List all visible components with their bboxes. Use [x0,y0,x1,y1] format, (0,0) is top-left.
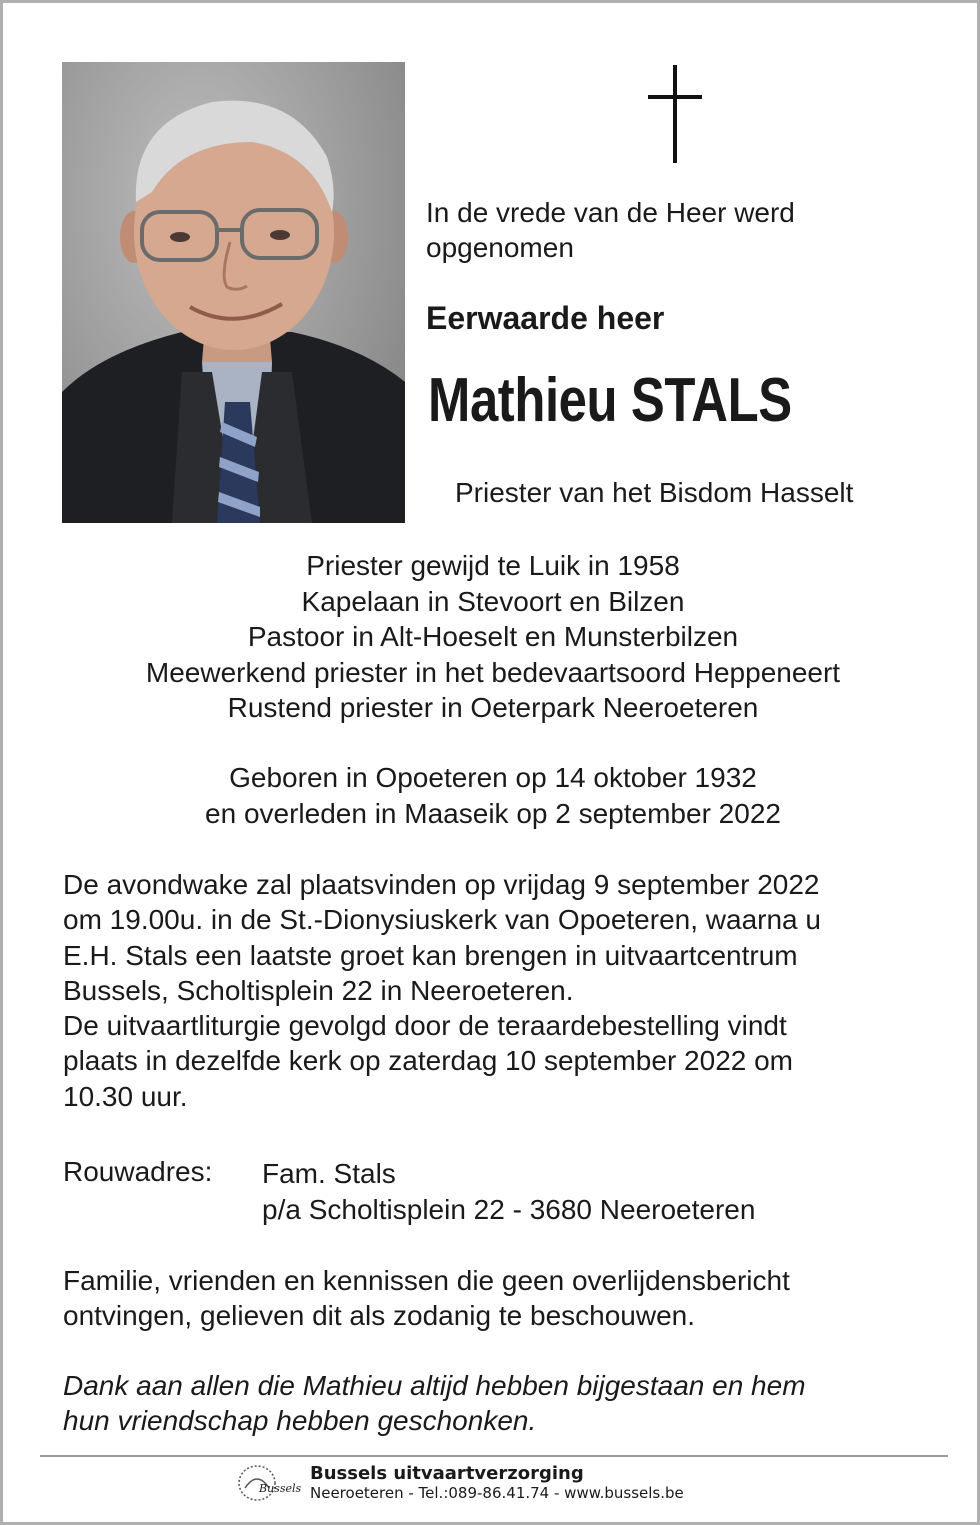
portrait-photo [62,62,405,523]
paragraph-line: 10.30 uur. [63,1080,188,1112]
role-text: Priester van het Bisdom Hasselt [455,477,854,508]
paragraph-line: Familie, vrienden en kennissen die geen overlijdensbericht [63,1265,790,1296]
career-line: Rustend priester in Oeterpark Neeroeteren [227,692,759,723]
deceased-name: Mathieu STALS [428,366,792,435]
svg-text:Bussels: Bussels [259,1482,302,1495]
paragraph-line: Bussels, Scholtisplein 22 in Neeroeteren. [63,974,574,1006]
paragraph-line: De avondwake zal plaatsvinden op vrijdag 9 september 2022 [63,869,820,900]
honorific: Eerwaarde heer [426,300,665,336]
paragraph-line: plaats in dezelfde kerk op zaterdag 10 september 2022 om [63,1045,794,1077]
cross-icon [644,65,706,163]
thanks-note [63,1368,923,1439]
family-notice [63,1263,923,1334]
paragraph-line: De uitvaartliturgie gevolgd door de teraardebestelling vindt [63,1010,787,1042]
career-line: Kapelaan in Stevoort en Bilzen [301,585,685,617]
funeral-details [63,867,923,1114]
footer-divider [40,1455,948,1457]
bussels-logo-icon [235,1462,303,1504]
paragraph-line: hun vriendschap hebben geschonken. [63,1405,537,1437]
address-label: Rouwadres: [63,1156,213,1187]
career-line: Meewerkend priester in het bedevaartsoord Heppeneert [145,656,841,688]
company-contact: Neeroeteren - Tel.:089-86.41.74 - www.bussels.be [310,1484,684,1502]
paragraph-line: om 19.00u. in de St.-Dionysiuskerk van Opoeteren, waarna u [63,904,821,936]
life-dates [3,760,980,831]
paragraph-line: E.H. Stals een laatste groet kan brengen in uitvaartcentrum [63,939,798,971]
address-line: Fam. Stals [262,1158,396,1189]
death-line: en overleden in Maaseik op 2 september 2022 [205,797,781,829]
intro-text: In de vrede van de Heer werd opgenomen [426,197,795,263]
career-list [3,548,980,726]
portrait-illustration [62,62,405,523]
birth-line: Geboren in Opoeteren op 14 oktober 1932 [229,762,757,793]
mourning-address [262,1156,755,1227]
paragraph-line: ontvingen, gelieven dit als zodanig te beschouwen. [63,1300,695,1332]
paragraph-line: Dank aan allen die Mathieu altijd hebben bijgestaan en hem [63,1370,806,1401]
company-name: Bussels uitvaartverzorging [310,1463,584,1484]
career-line: Pastoor in Alt-Hoeselt en Munsterbilzen [247,621,739,652]
address-line: p/a Scholtisplein 22 - 3680 Neeroeteren [262,1193,756,1225]
career-line: Priester gewijd te Luik in 1958 [306,550,680,581]
